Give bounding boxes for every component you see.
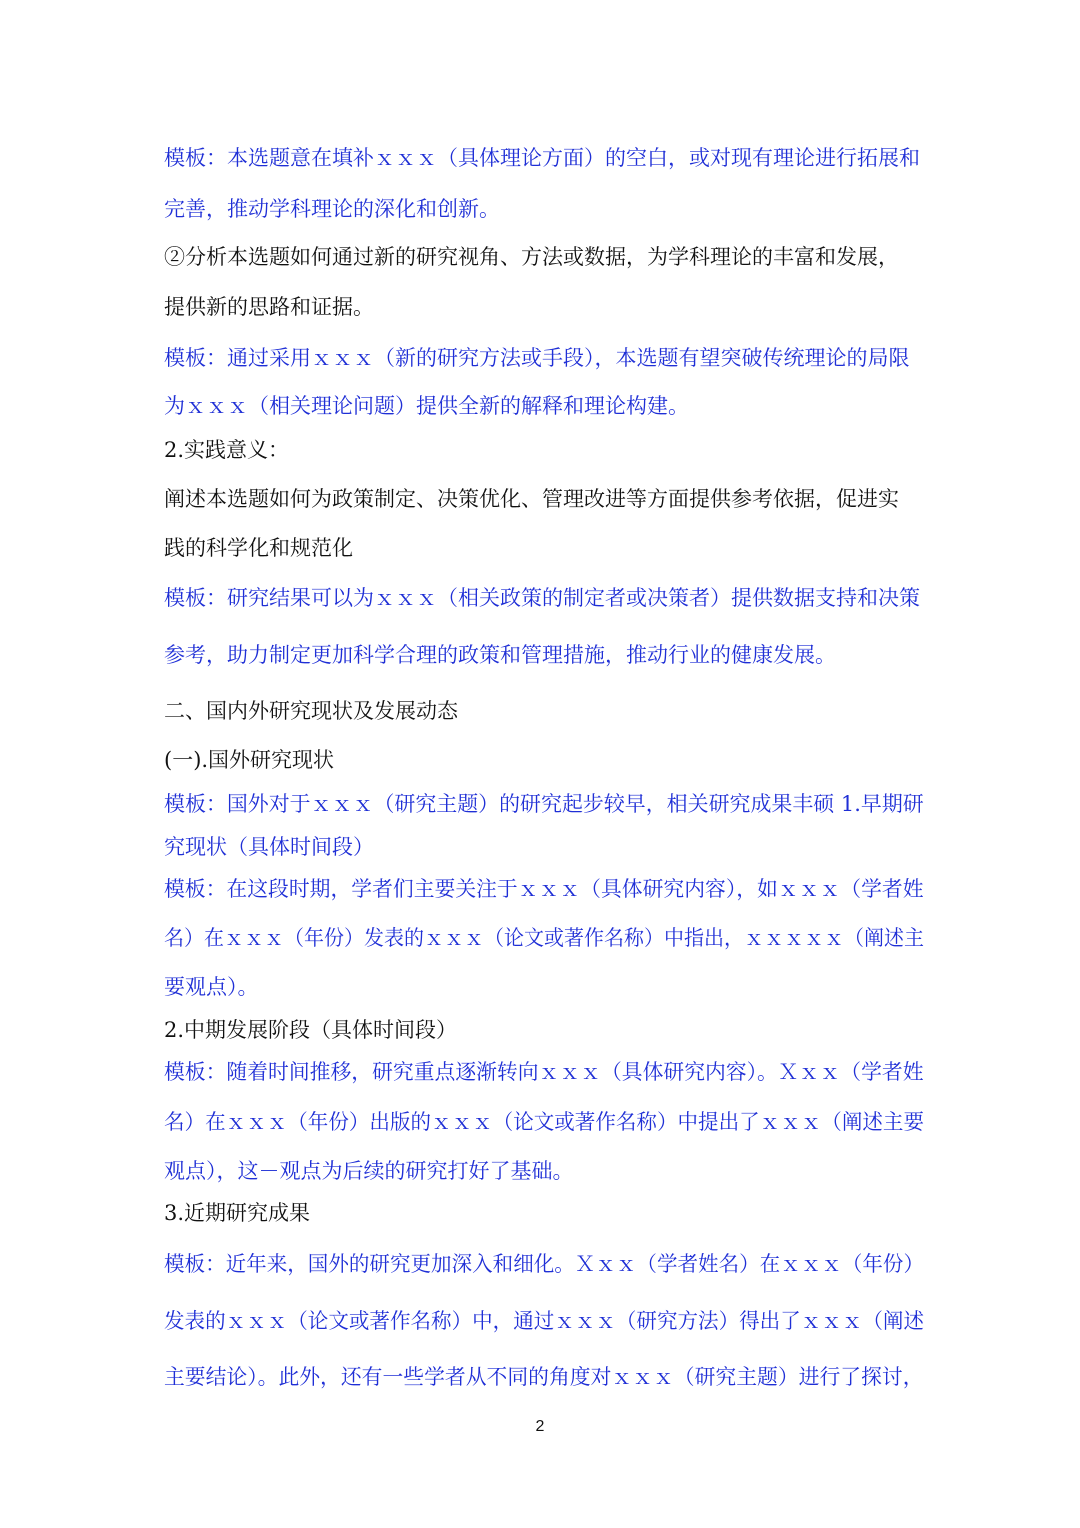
text-line: 主要结论）。此外，还有一些学者从不同的角度对ｘｘｘ（研究主题）进行了探讨，: [164, 1365, 924, 1389]
section-heading: 二、国内外研究现状及发展动态: [164, 699, 458, 723]
section-heading: 2.实践意义：: [164, 438, 290, 462]
text-line: 参考，助力制定更加科学合理的政策和管理措施，推动行业的健康发展。: [164, 643, 836, 667]
text-line: 要观点）。: [164, 975, 259, 999]
text-line: 模板：国外对于ｘｘｘ（研究主题）的研究起步较早，相关研究成果丰硕 1.早期研: [164, 792, 924, 816]
page-number: 2: [535, 1418, 545, 1435]
text-line: 究现状（具体时间段）: [164, 835, 374, 859]
text-line: 模板：研究结果可以为ｘｘｘ（相关政策的制定者或决策者）提供数据支持和决策: [164, 586, 920, 610]
text-line: 模板：本选题意在填补ｘｘｘ（具体理论方面）的空白，或对现有理论进行拓展和: [164, 146, 920, 170]
text-line: 发表的ｘｘｘ（论文或著作名称）中，通过ｘｘｘ（研究方法）得出了ｘｘｘ（阐述: [164, 1309, 924, 1333]
section-heading: (一).国外研究现状: [164, 748, 335, 772]
text-line: 模板：近年来，国外的研究更加深入和细化。Ｘｘｘ（学者姓名）在ｘｘｘ（年份）: [164, 1252, 924, 1276]
text-line: 提供新的思路和证据。: [164, 295, 374, 319]
text-line: 阐述本选题如何为政策制定、决策优化、管理改进等方面提供参考依据，促进实: [164, 487, 899, 511]
text-line: 模板：通过采用ｘｘｘ（新的研究方法或手段），本选题有望突破传统理论的局限: [164, 346, 910, 370]
text-line: 名）在ｘｘｘ（年份）发表的ｘｘｘ（论文或著作名称）中指出，ｘｘｘｘｘ（阐述主: [164, 926, 924, 950]
section-heading: 3.近期研究成果: [164, 1201, 311, 1225]
text-line: 完善，推动学科理论的深化和创新。: [164, 197, 500, 221]
section-heading: 2.中期发展阶段（具体时间段）: [164, 1018, 458, 1042]
text-line: 践的科学化和规范化: [164, 536, 353, 560]
text-line: 观点），这－观点为后续的研究打好了基础。: [164, 1159, 574, 1183]
text-line: 为ｘｘｘ（相关理论问题）提供全新的解释和理论构建。: [164, 394, 689, 418]
text-line: 模板：在这段时期，学者们主要关注于ｘｘｘ（具体研究内容），如ｘｘｘ（学者姓: [164, 877, 924, 901]
text-line: 模板：随着时间推移，研究重点逐渐转向ｘｘｘ（具体研究内容）。Ｘｘｘ（学者姓: [164, 1060, 924, 1084]
text-line: 名）在ｘｘｘ（年份）出版的ｘｘｘ（论文或著作名称）中提出了ｘｘｘ（阐述主要: [164, 1110, 924, 1134]
text-line: ②分析本选题如何通过新的研究视角、方法或数据，为学科理论的丰富和发展，: [164, 245, 899, 269]
